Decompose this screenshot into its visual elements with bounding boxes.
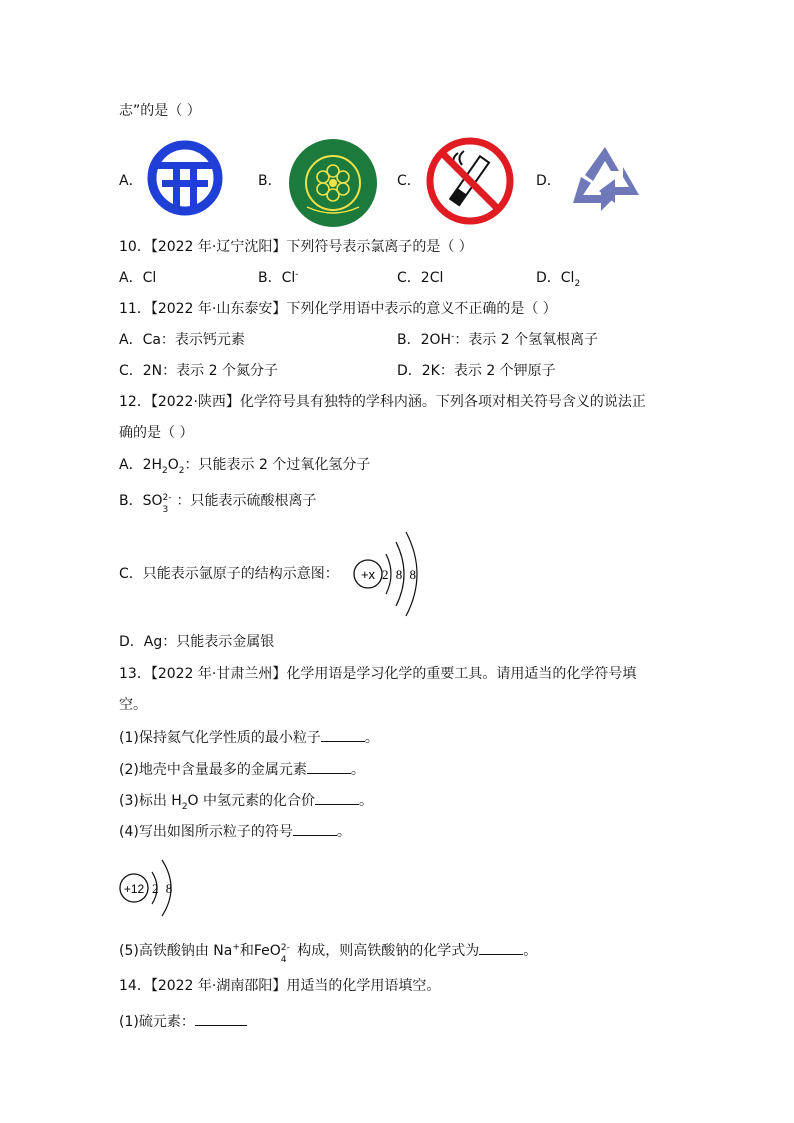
q10-option-d: D．$Cl_2$ (536, 270, 581, 289)
answer-blank[interactable] (293, 821, 337, 836)
q13-stem-line2: 空。 (119, 697, 147, 713)
recycle-icon (565, 143, 645, 217)
q12-stem-line1: 12．【2022·陕西】化学符号具有独特的学科内涵。下列各项对相关符号含义的说法正 (119, 394, 646, 410)
q9-label-b: B． (258, 173, 282, 189)
q10-stem: 10．【2022 年·辽宁沈阳】下列符号表示氯离子的是（ ） (119, 239, 473, 255)
q12-stem-line2: 确的是（ ） (119, 425, 194, 441)
q10-option-c: C．2Cl (397, 270, 444, 286)
q9-label-d: D． (536, 173, 561, 189)
answer-blank[interactable] (195, 1011, 247, 1026)
q11-option-a: A．Ca：表示钙元素 (119, 332, 245, 348)
environmental-label-seal-icon (287, 137, 379, 229)
answer-blank[interactable] (307, 759, 351, 774)
q9-stem-tail: 志”的是（ ） (119, 103, 201, 119)
q13-stem-line1: 13．【2022 年·甘肃兰州】化学用语是学习化学的重要工具。请用适当的化学符号填 (119, 666, 637, 682)
q12-option-a: A．$2H_2O_2$：只能表示 2 个过氧化氢分子 (119, 457, 371, 476)
q13-part5: (5)高铁酸钠由 Na+和FeO 2- 4 构成，则高铁酸钠的化学式为 。 (119, 940, 537, 961)
q11-option-b: B．2OH-：表示 2 个氢氧根离子 (397, 331, 599, 348)
argon-nucleus-label: +x (360, 567, 376, 582)
answer-blank[interactable] (321, 727, 365, 742)
mg-electron-label: 2 8 (152, 881, 173, 896)
q13-part3: (3)标出 $H_2O$ 中氢元素的化合价 。 (119, 790, 373, 811)
answer-blank[interactable] (315, 790, 359, 805)
q12-option-c: C．只能表示氩原子的结构示意图： (119, 566, 339, 582)
magnesium-ion-diagram (118, 850, 182, 926)
no-smoking-icon (426, 137, 514, 225)
q14-part1: (1)硫元素： (119, 1011, 247, 1032)
q12-option-b: B．SO 2- 3 ：只能表示硫酸根离子 (119, 493, 317, 515)
q12-option-d: D．Ag：只能表示金属银 (119, 634, 275, 650)
q10-option-a: A．Cl (119, 270, 157, 286)
q9-label-c: C． (397, 173, 421, 189)
mg-nucleus-label: +12 (123, 882, 145, 896)
q14-stem: 14．【2022 年·湖南邵阳】用适当的化学用语填空。 (119, 978, 441, 994)
q11-option-c: C．2N：表示 2 个氮分子 (119, 363, 278, 379)
q11-stem: 11．【2022 年·山东泰安】下列化学用语中表示的意义不正确的是（ ） (119, 301, 557, 317)
q11-option-d: D．2K：表示 2 个钾原子 (397, 363, 556, 379)
argon-electron-label: 2 8 8 (382, 567, 416, 582)
q10-option-b: B．Cl- (258, 269, 299, 286)
q13-part1: (1)保持氦气化学性质的最小粒子 。 (119, 727, 379, 748)
q13-part4: (4)写出如图所示粒子的符号 。 (119, 821, 351, 842)
argon-structure-diagram (352, 526, 432, 622)
transit-logo-icon (147, 140, 223, 216)
q13-part2: (2)地壳中含量最多的金属元素 。 (119, 759, 365, 780)
answer-blank[interactable] (479, 940, 523, 955)
q9-label-a: A． (119, 173, 143, 189)
